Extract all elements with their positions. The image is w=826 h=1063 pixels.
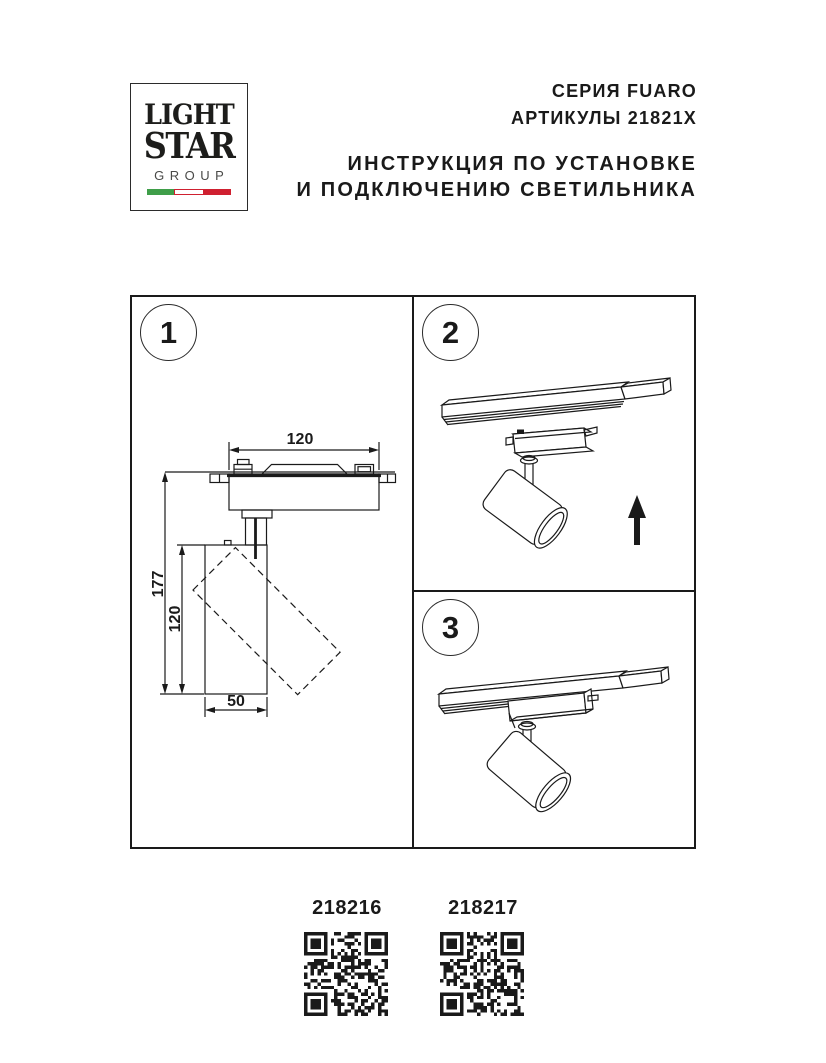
figure-grid xyxy=(130,295,696,849)
dim-adapter-width: 120 xyxy=(286,431,314,448)
qr-code-218217 xyxy=(440,932,524,1016)
flag-red-segment xyxy=(204,189,231,195)
italian-flag-bar xyxy=(147,189,231,195)
product-218217 xyxy=(440,897,526,1016)
dim-total-height: 177 xyxy=(150,570,167,598)
lightstar-logo xyxy=(130,83,248,211)
qr-code-218216 xyxy=(304,932,388,1016)
logo-word-group: GROUP xyxy=(154,168,230,183)
step-3-badge: 3 xyxy=(422,599,479,656)
flag-green-segment xyxy=(147,189,174,195)
article-number: 218216 xyxy=(312,897,382,919)
step-1-badge: 1 xyxy=(140,304,197,361)
instruction-title xyxy=(296,151,697,203)
instruction-title-line1: ИНСТРУКЦИЯ ПО УСТАНОВКЕ xyxy=(347,153,697,175)
article-number: 218217 xyxy=(448,897,518,919)
dim-body-height: 120 xyxy=(167,605,184,633)
dimension-drawing xyxy=(132,297,412,847)
panel-step-1 xyxy=(132,297,414,847)
articles-label: АРТИКУЛЫ 21821X xyxy=(511,108,697,128)
product-218216 xyxy=(304,897,390,1016)
logo-word-light: LIGHT xyxy=(144,98,234,131)
up-arrow xyxy=(628,495,646,545)
instruction-title-line2: И ПОДКЛЮЧЕНИЮ СВЕТИЛЬНИКА xyxy=(296,179,697,201)
dim-body-width: 50 xyxy=(227,693,245,710)
logo-word-star: STAR xyxy=(143,125,235,167)
panel-step-3 xyxy=(414,592,694,847)
step-2-badge: 2 xyxy=(422,304,479,361)
series-label: СЕРИЯ FUARO xyxy=(551,81,697,101)
panel-step-2 xyxy=(414,297,694,592)
document-header xyxy=(296,78,697,203)
flag-white-segment xyxy=(174,189,203,195)
